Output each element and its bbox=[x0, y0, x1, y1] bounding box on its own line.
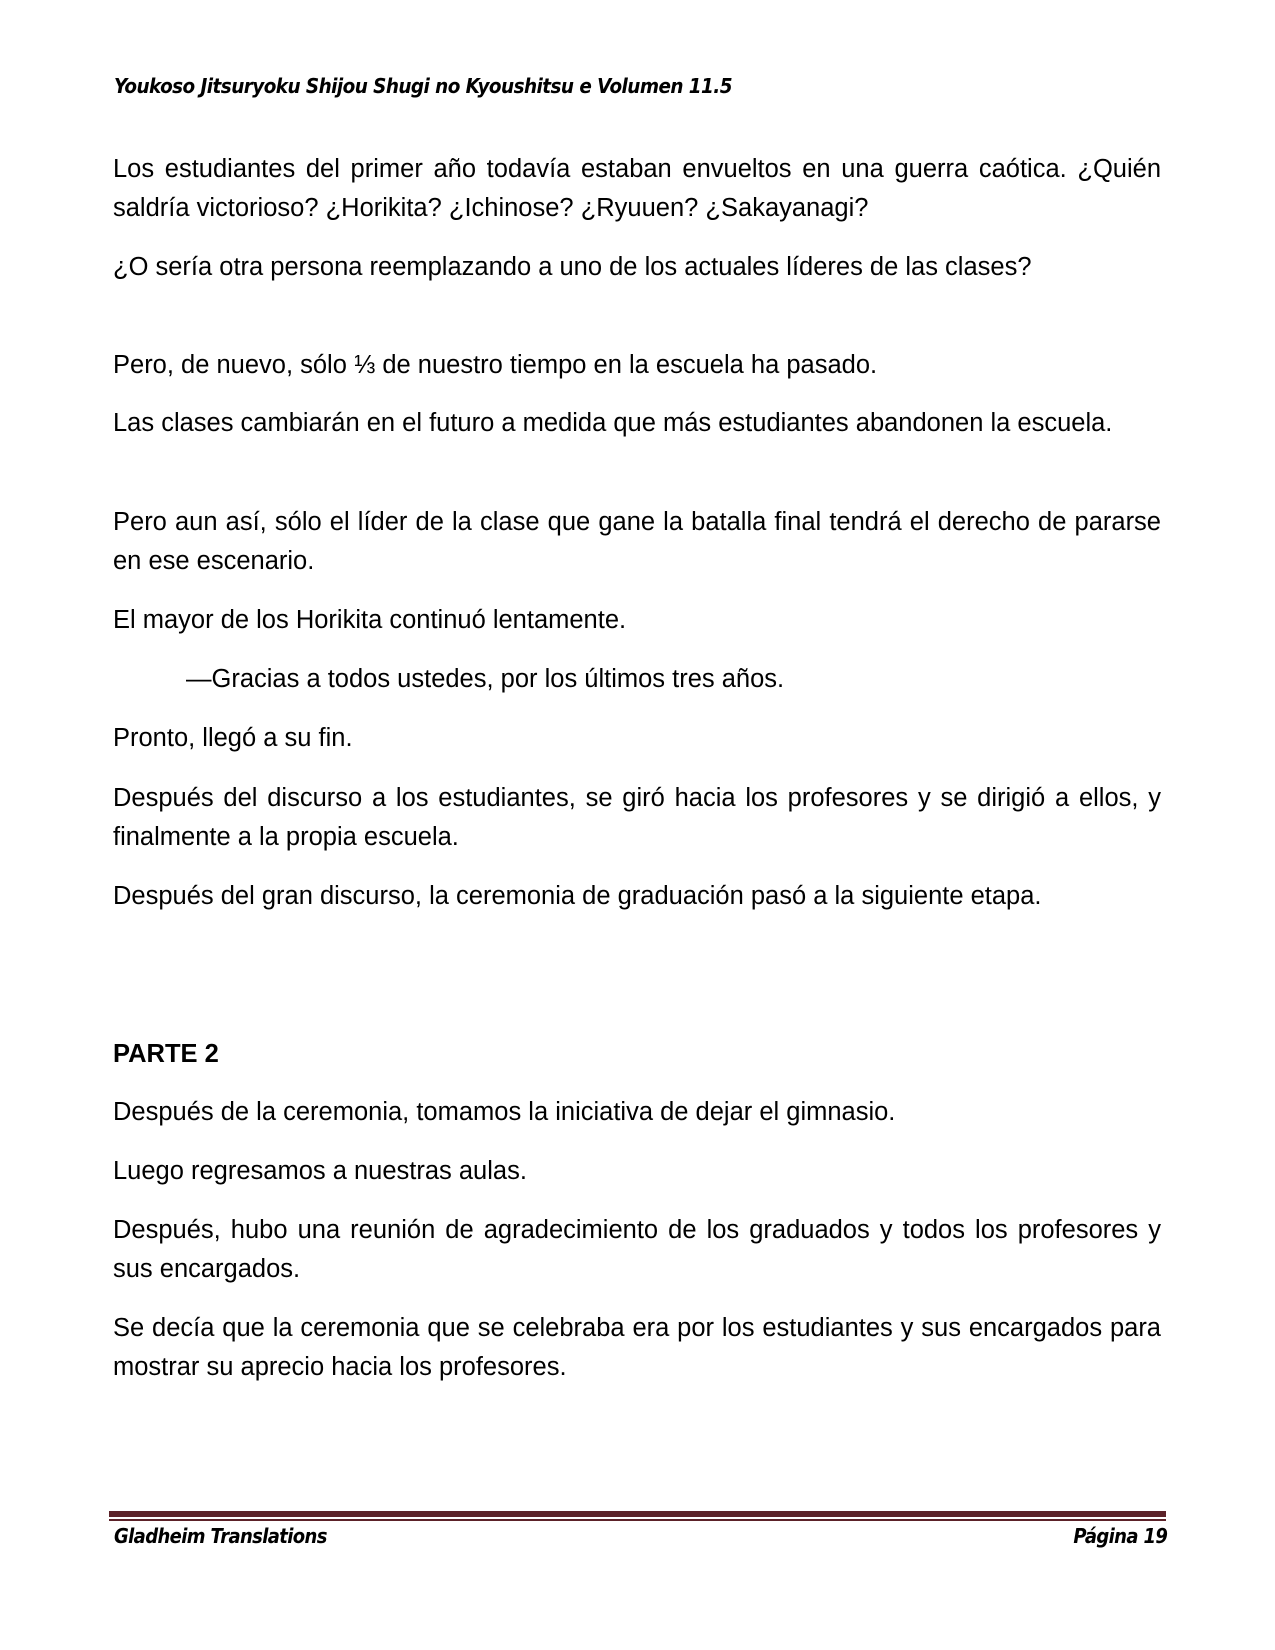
footer-rule-thin bbox=[109, 1519, 1166, 1521]
paragraph: Pero aun así, sólo el líder de la clase que gane la batalla final tendrá el derecho de pararse en ese escenario. bbox=[113, 508, 1161, 575]
dialogue-line: —Gracias a todos ustedes, por los últimos tres años. bbox=[186, 665, 785, 693]
footer-publisher: Gladheim Translations bbox=[114, 1524, 327, 1548]
paragraph: Después de la ceremonia, tomamos la iniciativa de dejar el gimnasio. bbox=[113, 1098, 896, 1126]
paragraph: Se decía que la ceremonia que se celebraba era por los estudiantes y sus encargados para mostrar su aprecio hacia los profesores. bbox=[113, 1314, 1161, 1381]
paragraph: Las clases cambiarán en el futuro a medida que más estudiantes abandonen la escuela. bbox=[113, 409, 1113, 437]
section-heading: PARTE 2 bbox=[113, 1040, 219, 1068]
paragraph: Después del gran discurso, la ceremonia de graduación pasó a la siguiente etapa. bbox=[113, 882, 1042, 910]
page-number: Página 19 bbox=[1073, 1524, 1167, 1548]
paragraph: El mayor de los Horikita continuó lentamente. bbox=[113, 606, 627, 634]
paragraph: Los estudiantes del primer año todavía estaban envueltos en una guerra caótica. ¿Quién saldría victorioso? ¿Horikita? ¿Ichinose? ¿Ryuuen? ¿Sakayanagi? bbox=[113, 155, 1161, 222]
footer-rule bbox=[109, 1511, 1166, 1517]
paragraph: Luego regresamos a nuestras aulas. bbox=[113, 1157, 527, 1185]
paragraph: Después, hubo una reunión de agradecimiento de los graduados y todos los profesores y sus encargados. bbox=[113, 1216, 1161, 1283]
page-header: Youkoso Jitsuryoku Shijou Shugi no Kyoushitsu e Volumen 11.5 bbox=[114, 74, 732, 98]
paragraph: Pero, de nuevo, sólo ⅓ de nuestro tiempo en la escuela ha pasado. bbox=[113, 351, 878, 379]
paragraph: Pronto, llegó a su fin. bbox=[113, 724, 353, 752]
paragraph: ¿O sería otra persona reemplazando a uno de los actuales líderes de las clases? bbox=[113, 253, 1032, 281]
paragraph: Después del discurso a los estudiantes, se giró hacia los profesores y se dirigió a ellos, y finalmente a la propia escuela. bbox=[113, 784, 1161, 851]
